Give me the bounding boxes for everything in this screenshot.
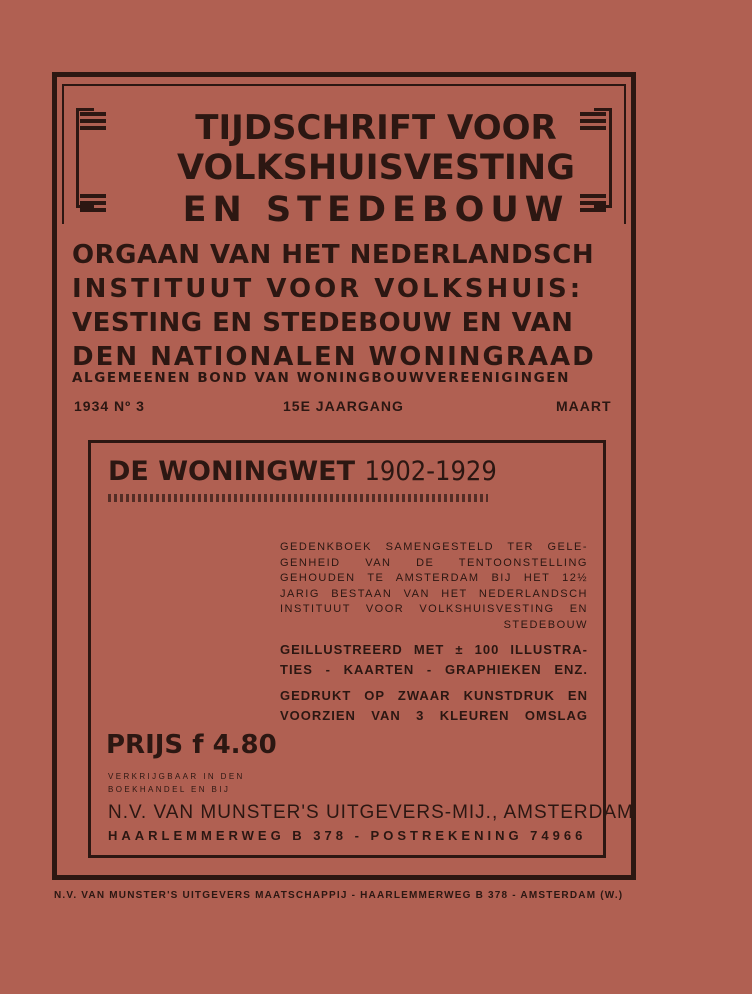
subtitle-line-2: INSTITUUT VOOR VOLKSHUIS: [72,274,584,304]
dotted-rule [108,494,488,502]
issue-month: MAART [556,398,612,414]
footer-imprint: N.V. VAN MUNSTER'S UITGEVERS MAATSCHAPPIJ - HAARLEMMERWEG B 378 - AMSTERDAM (W.) [54,890,624,901]
subtitle-line-4: DEN NATIONALEN WONINGRAAD [72,342,596,372]
advert-illustrated: GEILLUSTREERD MET ± 100 ILLUSTRA-TIES - KAARTEN - GRAPHIEKEN ENZ. [280,642,588,677]
issue-volume: 15E JAARGANG [283,398,404,414]
advert-price: PRIJS f 4.80 [106,730,277,760]
advert-address: HAARLEMMERWEG B 378 - POSTREKENING 74966 [108,828,587,843]
masthead-line-3: EN STEDEBOUW [182,190,570,230]
advert-title [108,456,497,487]
subtitle-line-1: ORGAAN VAN HET NEDERLANDSCH [72,240,595,270]
subtitle-line-5: ALGEMEENEN BOND VAN WONINGBOUWVEREENIGINGEN [72,370,571,386]
advert-years: 1902-1929 [364,456,497,487]
issue-number: 1934 Nº 3 [74,398,145,414]
advert-print-info: GEDRUKT OP ZWAAR KUNSTDRUK EN VOORZIEN VAN 3 KLEUREN OMSLAG [280,688,588,723]
masthead-line-2: VOLKSHUISVESTING [177,148,575,188]
advert-title-text: DE WONINGWET [108,456,356,487]
masthead-line-1: TIJDSCHRIFT VOOR [195,108,557,148]
advert-description: GEDENKBOEK SAMENGESTELD TER GELE-GENHEID VAN DE TENTOONSTELLING GEHOUDEN TE AMSTERDAM BIJ HET 12½ JARIG BESTAAN VAN HET NEDERLANDSCH INSTITUUT VOOR VOLKSHUISVESTING EN STEDEBOUW [280,541,588,631]
advert-availability: VERKRIJGBAAR IN DEN BOEKHANDEL EN BIJ [108,772,245,794]
advert-publisher: N.V. VAN MUNSTER'S UITGEVERS-MIJ., AMSTERDAM [108,802,634,823]
subtitle-line-3: VESTING EN STEDEBOUW EN VAN [72,308,574,338]
